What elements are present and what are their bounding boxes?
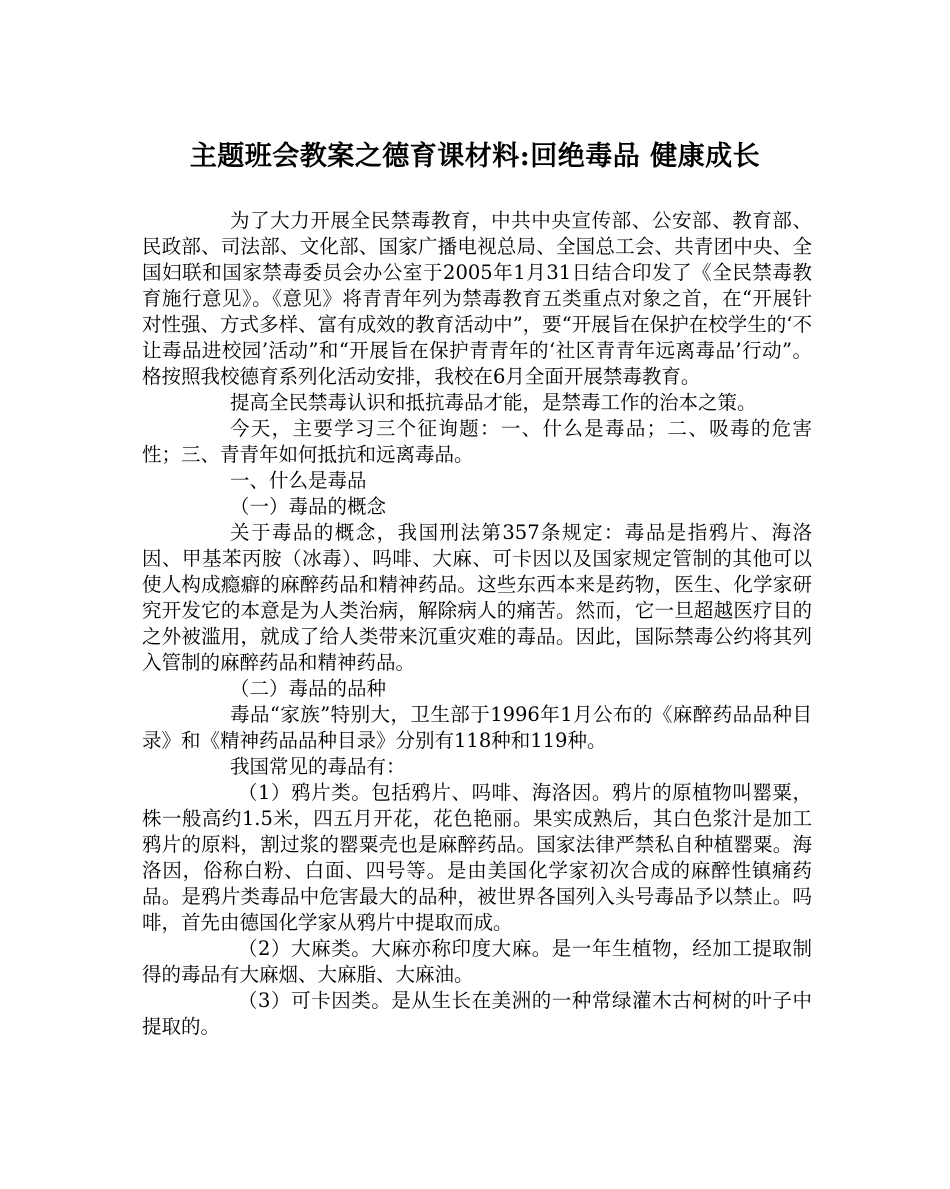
subsection-heading-varieties: （二）毒品的品种 — [230, 677, 387, 700]
list-item-cocaine: （3）可卡因类。是从生长在美洲的一种常绿灌木古柯树的叶子中提取的。 — [142, 989, 812, 1038]
list-item-cannabis: （2）大麻类。大麻亦称印度大麻。是一年生植物，经加工提取制得的毒品有大麻烟、大麻脂、大麻油。 — [142, 937, 812, 986]
subsection-heading-concept: （一）毒品的概念 — [230, 495, 387, 518]
paragraph-topics: 今天，主要学习三个征询题：一、什么是毒品；二、吸毒的危害性；三、青青年如何抵抗和远离毒品。 — [142, 417, 812, 466]
paragraph-common-drugs: 我国常见的毒品有： — [230, 755, 406, 778]
list-item-opium: （1）鸦片类。包括鸦片、吗啡、海洛因。鸦片的原植物叫罂粟，株一般高约1.5米，四五月开花，花色艳丽。果实成熟后，其白色浆汁是加工鸦片的原料，割过浆的罂粟壳也是麻醉药品。国家法律严禁私自种植罂粟。海洛因，俗称白粉、白面、四号等。是由美国化学家初次合成的麻醉性镇痛药品。是鸦片类毒品中危害最大的品种，被世界各国列入头号毒品予以禁止。吗啡，首先由德国化学家从鸦片中提取而成。 — [142, 781, 812, 934]
paragraph-varieties: 毒品“家族”特别大，卫生部于1996年1月公布的《麻醉药品品种目录》和《精神药品品种目录》分别有118种和119种。 — [142, 703, 812, 752]
section-heading-1: 一、什么是毒品 — [230, 469, 367, 492]
paragraph-intro: 为了大力开展全民禁毒教育，中共中央宣传部、公安部、教育部、民政部、司法部、文化部、国家广播电视总局、全国总工会、共青团中央、全国妇联和国家禁毒委员会办公室于2005年1月31日结合印发了《全民禁毒教育施行意见》。《意见》将青青年列为禁毒教育五类重点对象之首，在“开展针对性强、方式多样、富有成效的教育活动中”，要“开展旨在保护在校学生的‘不让毒品进校园’活动”和“开展旨在保护青青年的‘社区青青年远离毒品’行动”。格按照我校德育系列化活动安排，我校在6月全面开展禁毒教育。 — [142, 209, 812, 388]
paragraph-concept: 关于毒品的概念，我国刑法第357条规定：毒品是指鸦片、海洛因、甲基苯丙胺（冰毒）、吗啡、大麻、可卡因以及国家规定管制的其他可以使人构成瘾癖的麻醉药品和精神药品。这些东西本来是药物，医生、化学家研究开发它的本意是为人类治病，解除病人的痛苦。然而，它一旦超越医疗目的之外被滥用，就成了给人类带来沉重灾难的毒品。因此，国际禁毒公约将其列入管制的麻醉药品和精神药品。 — [142, 521, 812, 674]
document-body — [142, 208, 812, 1040]
document-title: 主题班会教案之德育课材料:回绝毒品 健康成长 — [189, 141, 761, 172]
paragraph-strategy: 提高全民禁毒认识和抵抗毒品才能，是禁毒工作的治本之策。 — [230, 391, 757, 414]
